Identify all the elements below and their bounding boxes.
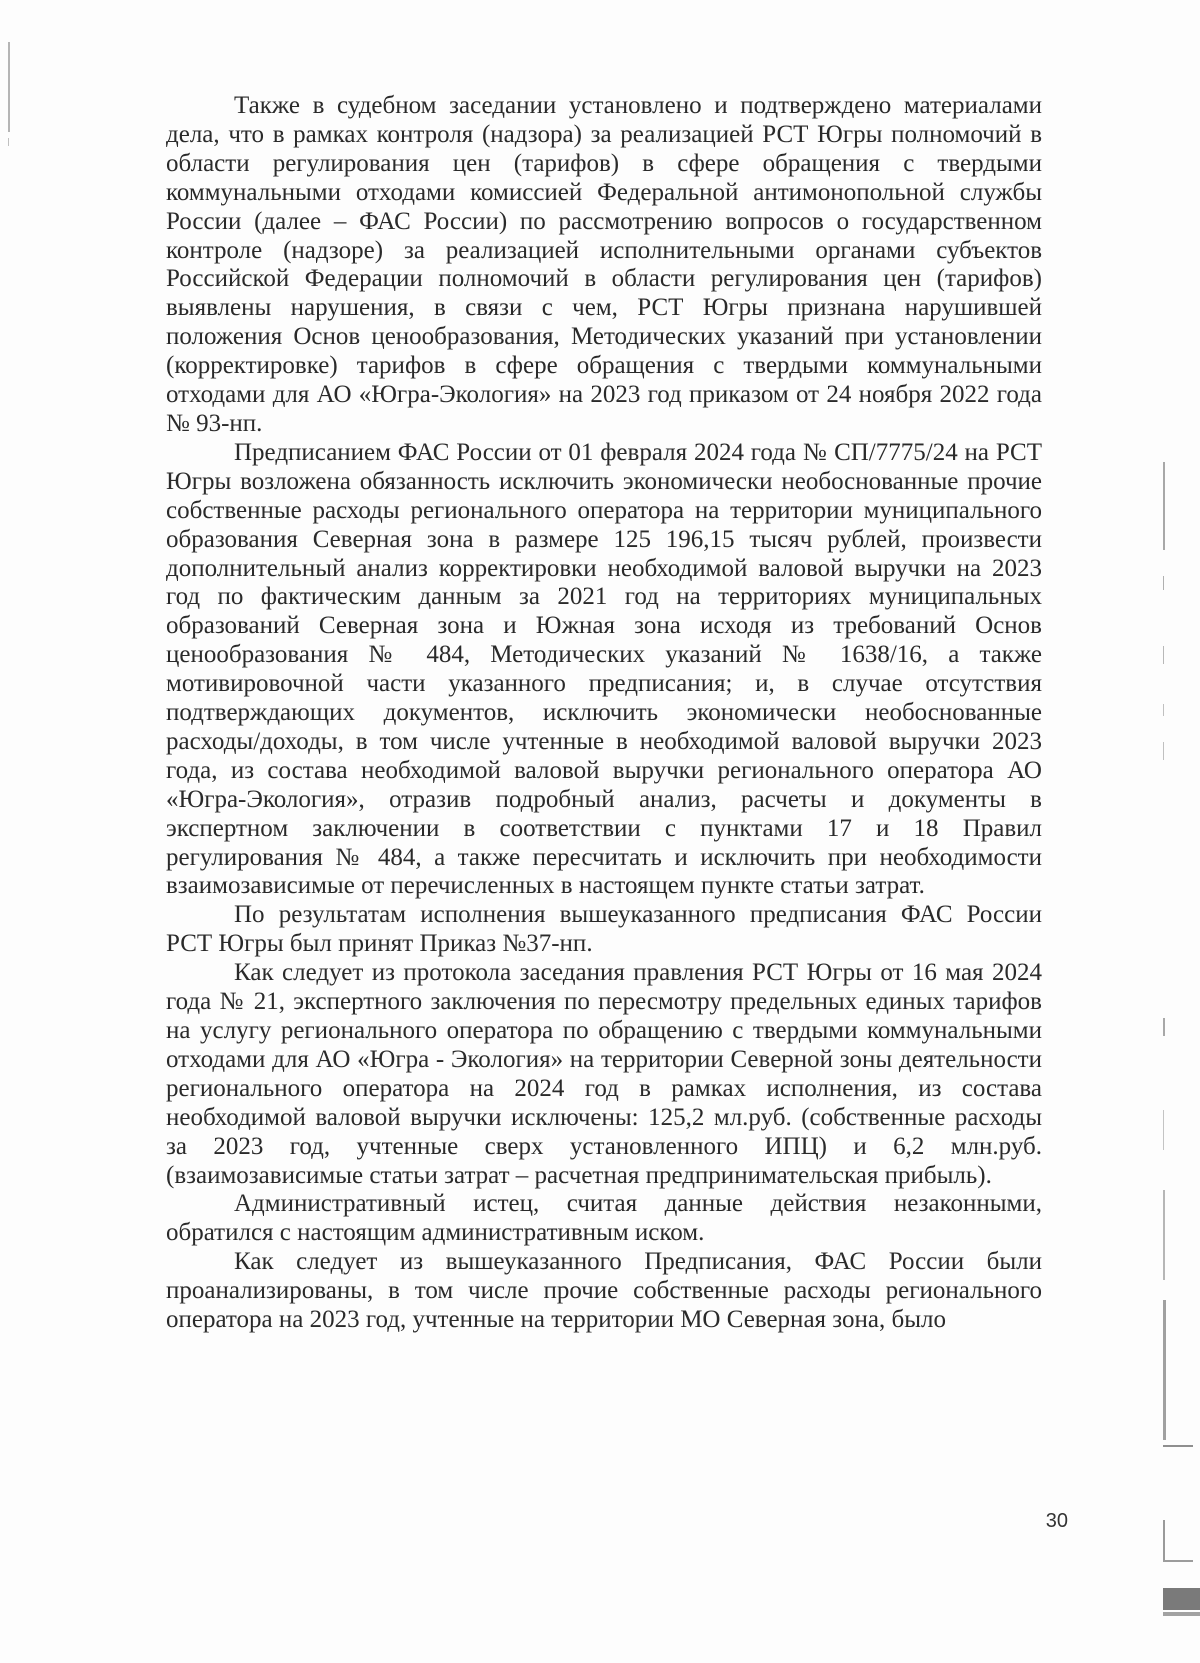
scan-artifact-left: [8, 42, 10, 132]
scan-artifact-right: [1163, 462, 1165, 550]
scan-artifact-right: [1163, 1520, 1165, 1560]
paragraph: Как следует из вышеуказанного Предписания, ФАС России были проанализированы, в том числе прочие собственные расходы регионального оператора на 2023 год, учтенные на территории МО Северная зона, было: [166, 1248, 1042, 1334]
scan-artifact-right: [1163, 1110, 1164, 1150]
scan-artifact-right: [1163, 1190, 1165, 1280]
paragraph: По результатам исполнения вышеуказанного предписания ФАС России РСТ Югры был принят Приказ №37-нп.: [166, 901, 1042, 958]
paragraph: Предписанием ФАС России от 01 февраля 2024 года № СП/7775/24 на РСТ Югры возложена обязанность исключить экономически необоснованные прочие собственные расходы регионального оператора на территории муниципального образования Северная зона в размере 125 196,15 тысяч рублей, произвести дополнительный анализ корректировки необходимой валовой выручки на 2023 год по фактическим данным за 2021 год на территориях муниципальных образований Северная зона и Южная зона исходя из требований Основ ценообразования № 484, Методических указаний № 1638/16, а также мотивировочной части указанного предписания; и, в случае отсутствия подтверждающих документов, исключить экономически необоснованные расходы/доходы, в том числе учтенные в необходимой валовой выручки 2023 года, из состава необходимой валовой выручки регионального оператора АО «Югра-Экология», отразив подробный анализ, расчеты и документы в экспертном заключении в соответствии с пунктами 17 и 18 Правил регулирования № 484, а также пересчитать и исключить при необходимости взаимозависимые от перечисленных в настоящем пункте статьи затрат.: [166, 438, 1042, 900]
scan-artifact-right: [1163, 1445, 1193, 1447]
scan-artifact-right-block: [1163, 1588, 1200, 1610]
paragraph: Административный истец, считая данные действия незаконными, обратился с настоящим административным иском.: [166, 1190, 1042, 1247]
scan-artifact-right: [1163, 1560, 1193, 1562]
scan-artifact-right: [1163, 1300, 1166, 1440]
scan-artifact-left-dot: [8, 138, 9, 146]
paragraph: Также в судебном заседании установлено и подтверждено материалами дела, что в рамках контроля (надзора) за реализацией РСТ Югры полномочий в области регулирования цен (тарифов) в сфере обращения с твердыми коммунальными отходами комиссией Федеральной антимонопольной службы России (далее – ФАС России) по рассмотрению вопросов о государственном контроле (надзоре) за реализацией исполнительными органами субъектов Российской Федерации полномочий в области регулирования цен (тарифов) выявлены нарушения, в связи с чем, РСТ Югры признана нарушившей положения Основ ценообразования, Методических указаний при установлении (корректировке) тарифов в сфере обращения с твердыми коммунальными отходами для АО «Югра-Экология» на 2023 год приказом от 24 ноября 2022 года № 93-нп.: [166, 92, 1042, 437]
paragraph: Как следует из протокола заседания правления РСТ Югры от 16 мая 2024 года № 21, экспертного заключения по пересмотру предельных единых тарифов на услугу регионального оператора по обращению с твердыми коммунальными отходами для АО «Югра - Экология» на территории Северной зоны деятельности регионального оператора на 2024 год в рамках исполнения, из состава необходимой валовой выручки исключены: 125,2 мл.руб. (собственные расходы за 2023 год, учтенные сверх установленного ИПЦ) и 6,2 млн.руб. (взаимозависимые статьи затрат – расчетная предпринимательская прибыль).: [166, 959, 1042, 1189]
scan-artifact-right: [1163, 742, 1164, 760]
scan-artifact-right: [1163, 576, 1164, 590]
scan-artifact-right: [1163, 1018, 1165, 1036]
body-text: [166, 92, 1042, 1335]
scan-artifact-right: [1163, 646, 1164, 664]
scan-artifact-right: [1163, 704, 1164, 716]
page-number: 30: [1045, 1510, 1068, 1532]
scan-artifact-right-block: [1163, 1612, 1200, 1616]
